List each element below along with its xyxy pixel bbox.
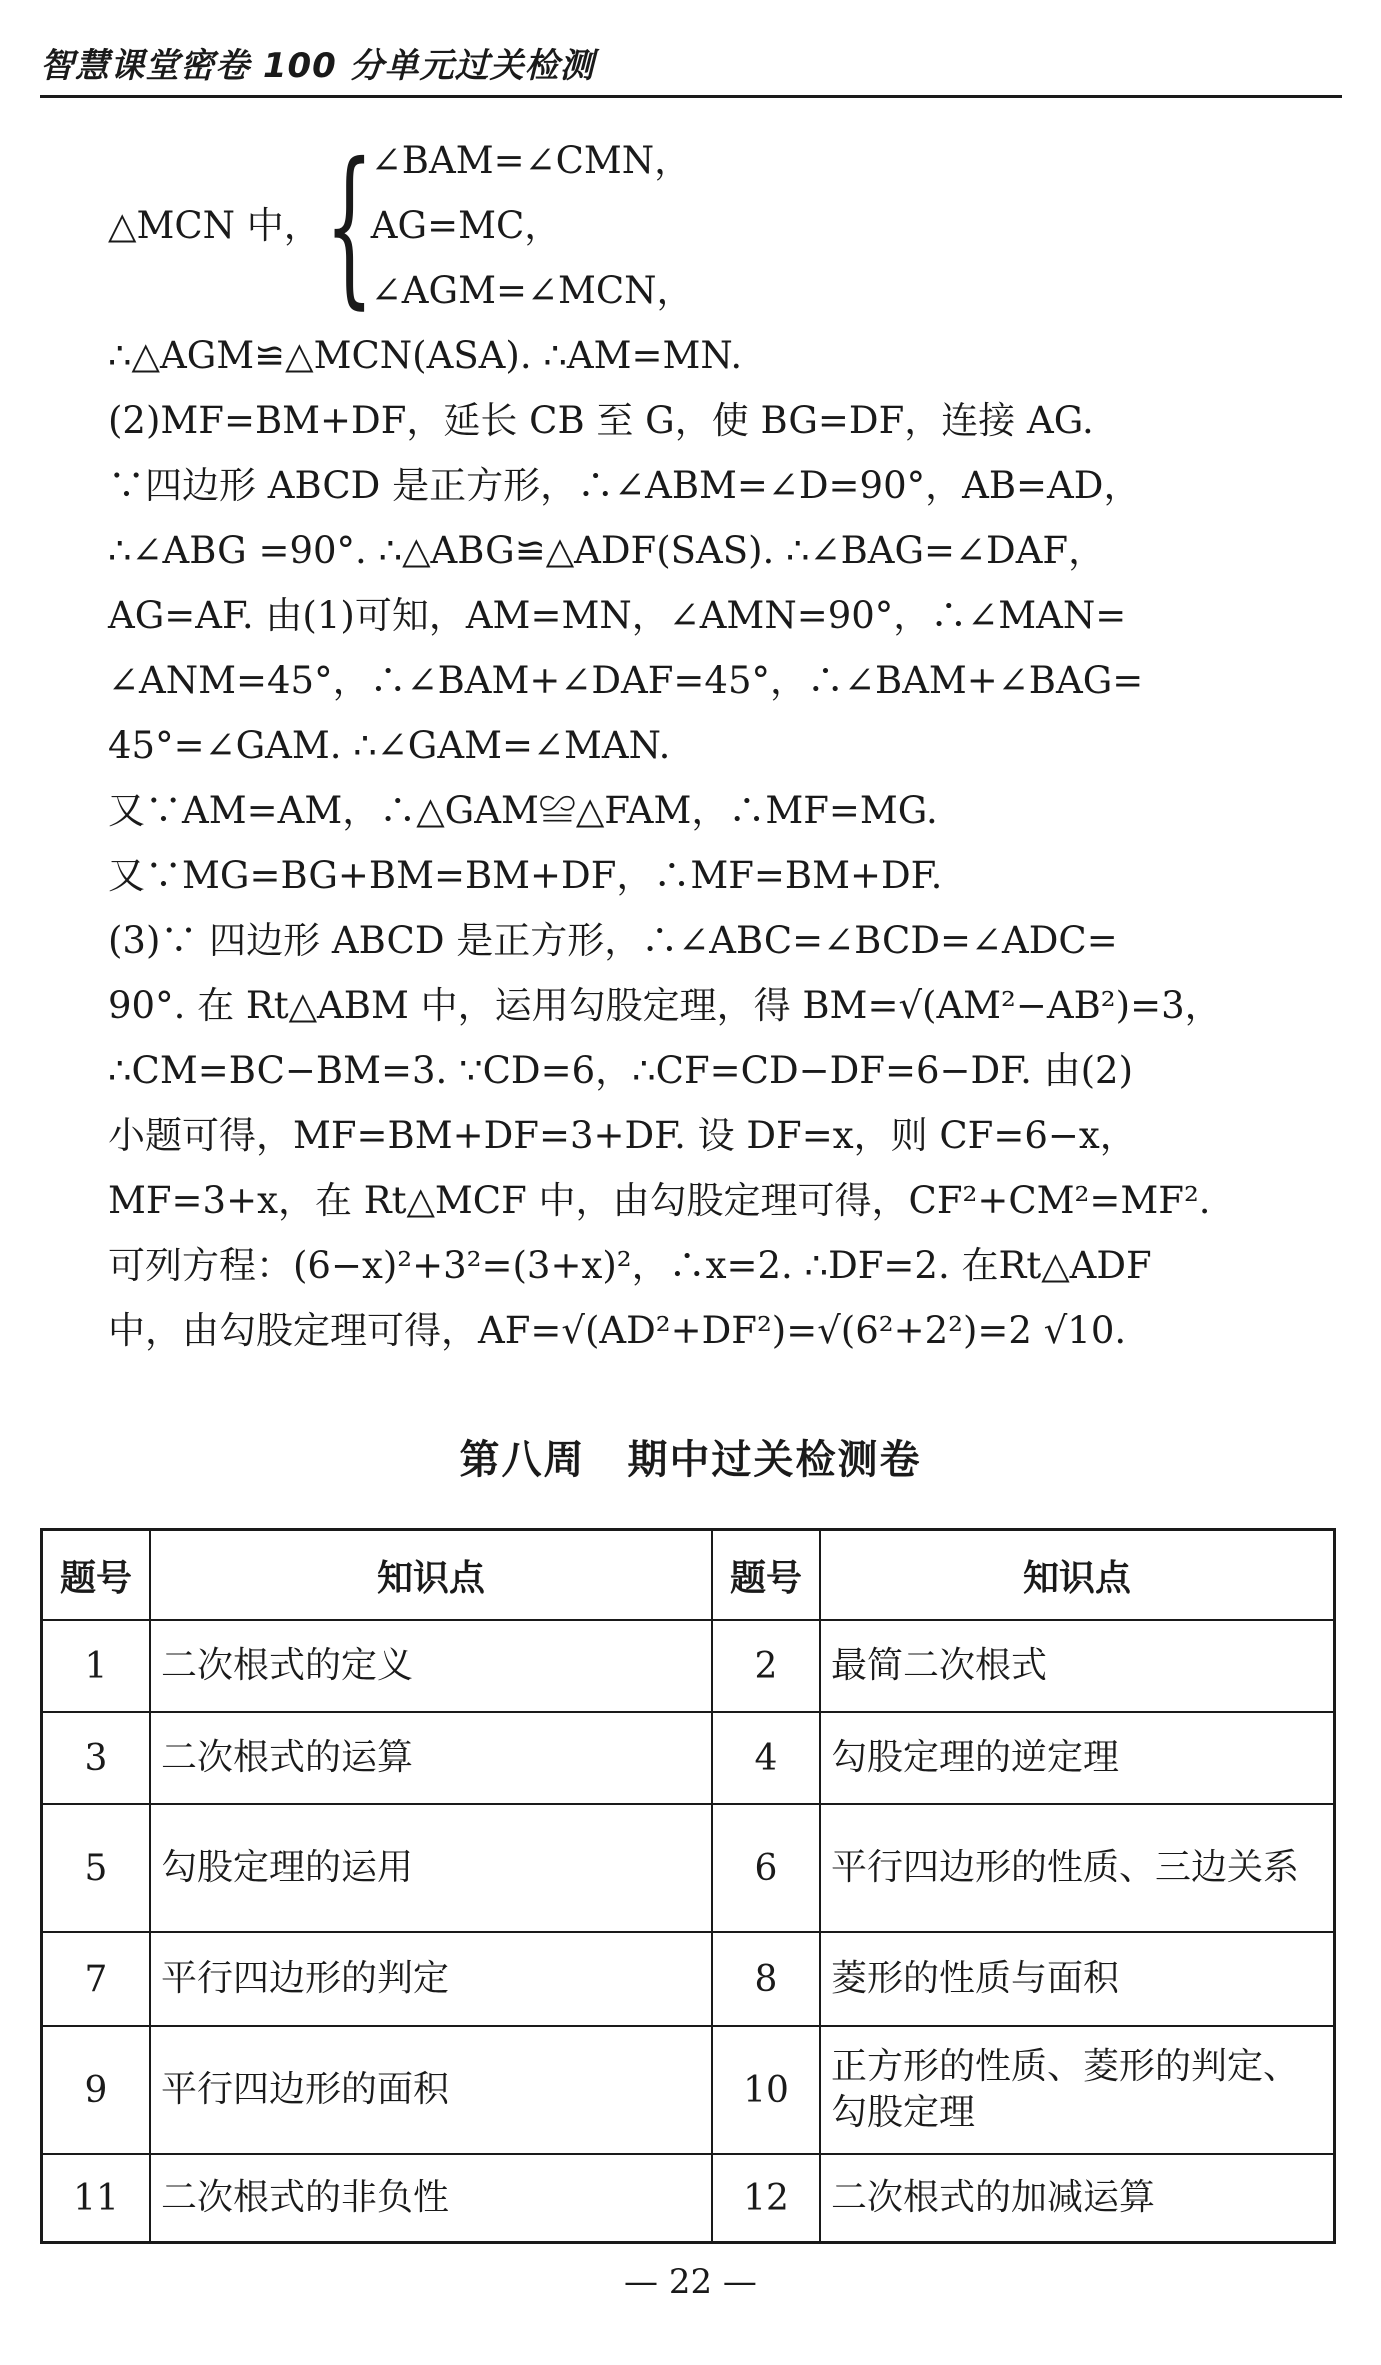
table-row	[42, 1932, 1335, 2026]
solution-line: AG=AF. 由(1)可知，AM=MN，∠AMN=90°，∴∠MAN=	[108, 594, 1127, 637]
question-number: 7	[42, 1932, 151, 2026]
equation-system	[108, 128, 1338, 323]
question-number: 8	[712, 1932, 820, 2026]
knowledge-point: 平行四边形的性质、三边关系	[820, 1804, 1335, 1932]
header-cell: 题号	[712, 1530, 820, 1621]
knowledge-point: 平行四边形的面积	[150, 2026, 712, 2154]
question-number: 5	[42, 1804, 151, 1932]
knowledge-point: 勾股定理的逆定理	[820, 1712, 1335, 1804]
system-lines	[371, 128, 694, 323]
header-cell: 题号	[42, 1530, 151, 1621]
table-row	[42, 2154, 1335, 2243]
header-cell: 知识点	[150, 1530, 712, 1621]
question-number: 1	[42, 1620, 151, 1712]
left-brace: {	[324, 126, 374, 325]
table-row	[42, 1804, 1335, 1932]
solution-line: (2)MF=BM+DF，延长 CB 至 G，使 BG=DF，连接 AG.	[108, 399, 1094, 442]
knowledge-point: 二次根式的非负性	[150, 2154, 712, 2243]
table-header-row	[42, 1530, 1335, 1621]
knowledge-point: 二次根式的加减运算	[820, 2154, 1335, 2243]
knowledge-point: 勾股定理的运用	[150, 1804, 712, 1932]
solution-line: (3)∵ 四边形 ABCD 是正方形，∴∠ABC=∠BCD=∠ADC=	[108, 919, 1118, 962]
solution-line: 90°. 在 Rt△ABM 中，运用勾股定理，得 BM=√(AM²−AB²)=3，	[108, 984, 1222, 1027]
knowledge-point: 菱形的性质与面积	[820, 1932, 1335, 2026]
solution-line: 45°=∠GAM. ∴∠GAM=∠MAN.	[108, 724, 671, 767]
question-number: 3	[42, 1712, 151, 1804]
question-number: 12	[712, 2154, 820, 2243]
question-number: 2	[712, 1620, 820, 1712]
table-row	[42, 1620, 1335, 1712]
solution-text	[108, 128, 1338, 1363]
question-number: 4	[712, 1712, 820, 1804]
knowledge-table	[40, 1528, 1336, 2244]
page-number: — 22 —	[624, 2262, 757, 2302]
knowledge-point: 二次根式的运算	[150, 1712, 712, 1804]
section-title: 第八周 期中过关检测卷	[459, 1437, 922, 1483]
knowledge-point: 正方形的性质、菱形的判定、勾股定理	[820, 2026, 1335, 2154]
system-line: AG=MC，	[370, 204, 562, 247]
solution-line: MF=3+x，在 Rt△MCF 中，由勾股定理可得，CF²+CM²=MF².	[108, 1179, 1211, 1222]
solution-line: ∠ANM=45°，∴∠BAM+∠DAF=45°，∴∠BAM+∠BAG=	[108, 659, 1144, 702]
system-line: ∠BAM=∠CMN，	[370, 139, 692, 182]
table-row	[42, 2026, 1335, 2154]
solution-line: ∴CM=BC−BM=3. ∵CD=6，∴CF=CD−DF=6−DF. 由(2)	[108, 1049, 1134, 1092]
table-row	[42, 1712, 1335, 1804]
header-cell: 知识点	[820, 1530, 1335, 1621]
solution-line: 又∵MG=BG+BM=BM+DF，∴MF=BM+DF.	[108, 854, 943, 897]
solution-line: 又∵AM=AM，∴△GAM≌△FAM，∴MF=MG.	[108, 789, 938, 832]
header-divider	[40, 95, 1342, 98]
question-number: 10	[712, 2026, 820, 2154]
question-number: 6	[712, 1804, 820, 1932]
solution-line: ∵四边形 ABCD 是正方形，∴∠ABM=∠D=90°，AB=AD，	[108, 464, 1141, 507]
solution-line: 中，由勾股定理可得，AF=√(AD²+DF²)=√(6²+2²)=2 √10.	[108, 1309, 1127, 1352]
question-number: 11	[42, 2154, 151, 2243]
knowledge-point: 最简二次根式	[820, 1620, 1335, 1712]
question-number: 9	[42, 2026, 151, 2154]
system-line: ∠AGM=∠MCN，	[370, 269, 694, 312]
solution-line: ∴△AGM≌△MCN(ASA). ∴AM=MN.	[108, 334, 743, 377]
system-prefix: △MCN 中，	[108, 204, 321, 247]
solution-line: ∴∠ABG =90°. ∴△ABG≌△ADF(SAS). ∴∠BAG=∠DAF，	[108, 529, 1106, 572]
page-header: 智慧课堂密卷 100 分单元过关检测	[40, 46, 595, 86]
knowledge-point: 平行四边形的判定	[150, 1932, 712, 2026]
solution-line: 小题可得，MF=BM+DF=3+DF. 设 DF=x，则 CF=6−x，	[108, 1114, 1137, 1157]
solution-line: 可列方程：(6−x)²+3²=(3+x)²，∴x=2. ∴DF=2. 在Rt△ADF	[108, 1244, 1152, 1287]
knowledge-point: 二次根式的定义	[150, 1620, 712, 1712]
